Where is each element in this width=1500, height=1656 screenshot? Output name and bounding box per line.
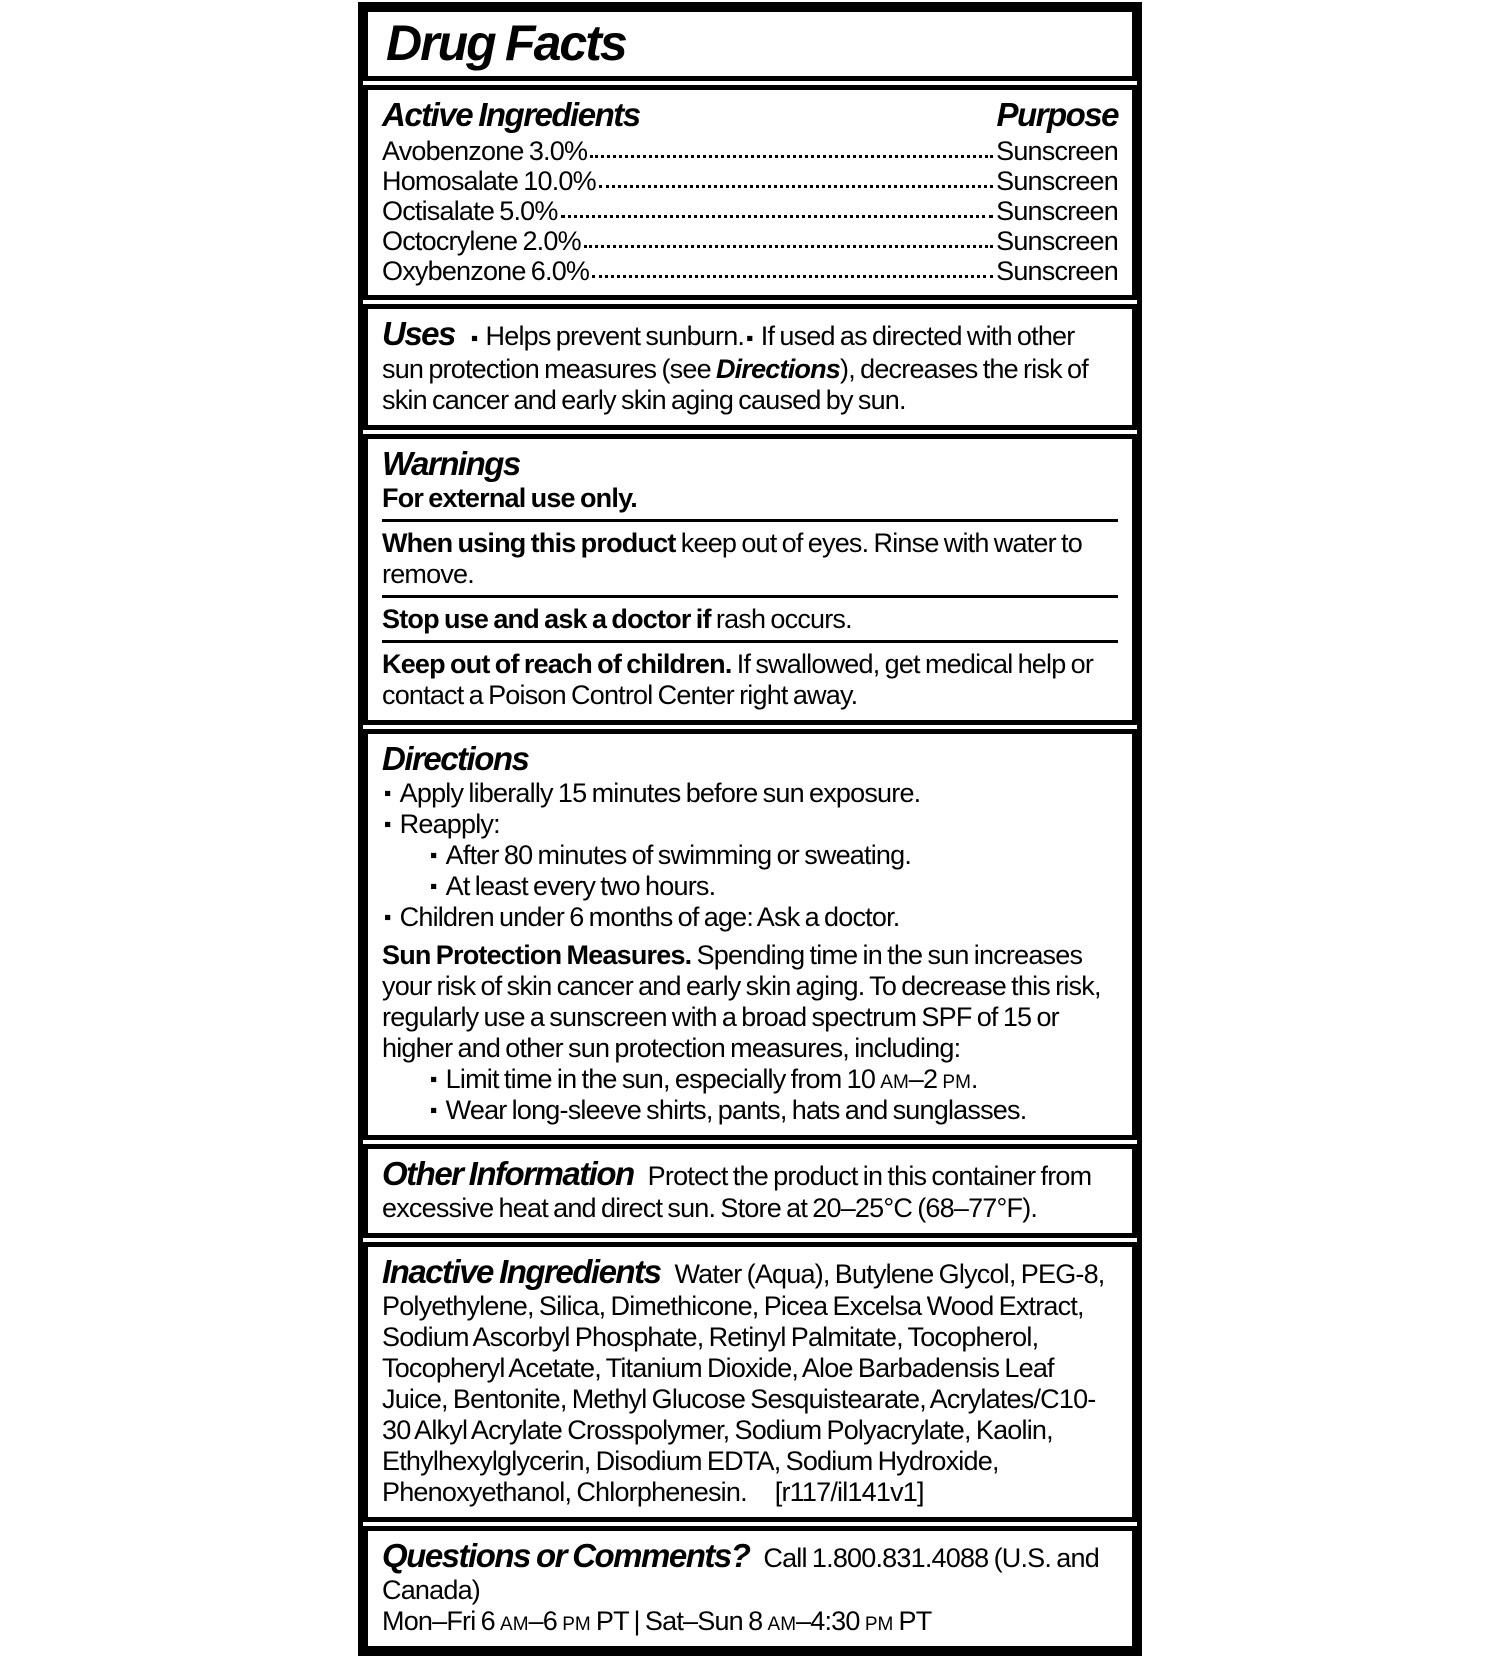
ingredient-row bbox=[382, 136, 1118, 166]
section-questions bbox=[363, 1526, 1137, 1651]
hours-part: Mon–Fri 6 bbox=[382, 1606, 501, 1636]
hours-part: –6 bbox=[528, 1606, 563, 1636]
warning-when-using-text: keep out of eyes. Rinse with water to remove. bbox=[382, 528, 1082, 589]
ingredient-name: Avobenzone 3.0% bbox=[382, 136, 588, 166]
drug-facts-title: Drug Facts bbox=[386, 15, 626, 71]
directions-heading: Directions bbox=[382, 740, 529, 777]
bullet-icon: ▪ bbox=[384, 813, 391, 836]
questions-heading: Questions or Comments? bbox=[382, 1537, 750, 1574]
warning-keep-out bbox=[382, 649, 1118, 711]
ingredient-purpose: Sunscreen bbox=[996, 226, 1118, 256]
dotted-leader bbox=[592, 275, 993, 278]
warning-external-use bbox=[382, 483, 1118, 522]
direction-item-text: Reapply: bbox=[399, 809, 500, 839]
ingredient-row bbox=[382, 226, 1118, 256]
ingredient-name: Octocrylene 2.0% bbox=[382, 226, 581, 256]
bullet-icon: ▪ bbox=[430, 875, 437, 898]
direction-item-text: Apply liberally 15 minutes before sun exposure. bbox=[399, 778, 921, 808]
purpose-heading: Purpose bbox=[996, 96, 1118, 133]
ingredient-row bbox=[382, 196, 1118, 226]
uses-bullet2-post: ), decreases the risk of skin cancer and early skin aging caused by sun. bbox=[382, 354, 1088, 415]
ingredient-name: Octisalate 5.0% bbox=[382, 196, 558, 226]
limit-time-end: . bbox=[970, 1064, 978, 1094]
section-warnings bbox=[363, 434, 1137, 725]
dotted-leader bbox=[584, 245, 993, 248]
sun-protection-item bbox=[382, 1095, 1118, 1126]
section-other-information bbox=[363, 1144, 1137, 1238]
bullet-icon: ▪ bbox=[746, 327, 753, 350]
direction-sub-item-text: After 80 minutes of swimming or sweating. bbox=[445, 840, 912, 870]
hours-part: –4:30 bbox=[796, 1606, 865, 1636]
warning-stop-use-lead: Stop use and ask a doctor if bbox=[382, 604, 711, 634]
bullet-icon: ▪ bbox=[384, 782, 391, 805]
section-directions bbox=[363, 729, 1137, 1140]
ingredient-purpose: Sunscreen bbox=[996, 256, 1118, 286]
limit-time-pre: Limit time in the sun, especially from 10 bbox=[445, 1064, 881, 1094]
bullet-icon: ▪ bbox=[430, 1068, 437, 1091]
sun-protection-paragraph bbox=[382, 940, 1118, 1064]
ingredient-purpose: Sunscreen bbox=[996, 166, 1118, 196]
sun-protection-text: Spending time in the sun increases your risk of skin cancer and early skin aging. To decrease this risk, regularly use a sunscreen with a broad spectrum SPF of 15 or higher and other sun protection measures, including: bbox=[382, 940, 1101, 1063]
drug-facts-label bbox=[358, 2, 1142, 1656]
uses-bullet1-text: Helps prevent sunburn. bbox=[485, 321, 745, 351]
warning-when-using-lead: When using this product bbox=[382, 528, 676, 558]
direction-sub-item bbox=[382, 871, 1118, 902]
other-information-heading: Other Information bbox=[382, 1155, 634, 1192]
warning-keep-out-text: If swallowed, get medical help or contact a Poison Control Center right away. bbox=[382, 649, 1094, 710]
ingredient-row bbox=[382, 256, 1118, 286]
limit-time-mid: –2 bbox=[908, 1064, 943, 1094]
active-ingredients-header-row bbox=[382, 96, 1118, 134]
warnings-heading: Warnings bbox=[382, 445, 520, 482]
warning-stop-use-paragraph bbox=[382, 604, 1118, 635]
sun-protection-item-text: Wear long-sleeve shirts, pants, hats and sunglasses. bbox=[445, 1095, 1027, 1125]
warning-stop-use bbox=[382, 604, 1118, 643]
direction-item bbox=[382, 902, 1118, 933]
questions-paragraph bbox=[382, 1537, 1118, 1606]
warning-keep-out-paragraph bbox=[382, 649, 1118, 711]
other-information-text: Protect the product in this container from excessive heat and direct sun. Store at 20–25°C (68–77°F). bbox=[382, 1161, 1092, 1223]
ingredient-name: Homosalate 10.0% bbox=[382, 166, 596, 196]
sun-protection-item-text bbox=[446, 1064, 978, 1095]
inactive-ingredients-heading: Inactive Ingredients bbox=[382, 1253, 661, 1290]
ingredient-purpose: Sunscreen bbox=[996, 136, 1118, 166]
am-small-caps: am bbox=[767, 1606, 797, 1636]
questions-hours bbox=[382, 1606, 1118, 1637]
sun-protection-item bbox=[382, 1064, 1118, 1095]
sun-protection-lead: Sun Protection Measures. bbox=[382, 940, 692, 970]
direction-item bbox=[382, 809, 1118, 840]
dotted-leader bbox=[590, 155, 993, 158]
bullet-icon: ▪ bbox=[384, 906, 391, 929]
inactive-ingredients-text: Water (Aqua), Butylene Glycol, PEG-8, Polyethylene, Silica, Dimethicone, Picea Excelsa Wood Extract, Sodium Ascorbyl Phosphate, Retinyl Palmitate, Tocopherol, Tocopheryl Acetate, Titanium Dioxide, Aloe Barbadensis Leaf Juice, Bentonite, Methyl Glucose Sesquistearate, Acrylates/C10-30 Alkyl Acrylate Crosspolymer, Sodium Polyacrylate, Kaolin, Ethylhexylglycerin, Disodium EDTA, Sodium Hydroxide, Phenoxyethanol, Chlorphenesin. bbox=[382, 1259, 1105, 1507]
section-title bbox=[363, 7, 1137, 81]
uses-heading: Uses bbox=[382, 315, 455, 352]
dotted-leader bbox=[599, 185, 993, 188]
other-information-paragraph bbox=[382, 1155, 1118, 1224]
questions-phone: Call 1.800.831.4088 (U.S. and Canada) bbox=[382, 1543, 1099, 1605]
bullet-icon: ▪ bbox=[430, 844, 437, 867]
warning-keep-out-lead: Keep out of reach of children. bbox=[382, 649, 732, 679]
ingredient-row bbox=[382, 166, 1118, 196]
active-ingredients-heading: Active Ingredients bbox=[382, 96, 640, 133]
hours-part: PT bbox=[893, 1606, 932, 1636]
direction-item bbox=[382, 778, 1118, 809]
direction-item-text: Children under 6 months of age: Ask a doctor. bbox=[399, 902, 900, 932]
dotted-leader bbox=[561, 215, 994, 218]
section-uses bbox=[363, 304, 1137, 430]
section-active-ingredients bbox=[363, 85, 1137, 300]
pm-small-caps: pm bbox=[864, 1606, 894, 1636]
warning-external-use-text: For external use only. bbox=[382, 483, 637, 513]
inactive-ingredients-paragraph bbox=[382, 1253, 1118, 1508]
am-small-caps: am bbox=[500, 1606, 529, 1636]
pm-small-caps: pm bbox=[942, 1064, 971, 1094]
am-small-caps: am bbox=[880, 1064, 909, 1094]
pm-small-caps: pm bbox=[562, 1606, 591, 1636]
ingredient-purpose: Sunscreen bbox=[996, 196, 1118, 226]
warning-stop-use-text: rash occurs. bbox=[710, 604, 852, 634]
label-revision-code: [r117/il141v1] bbox=[774, 1477, 924, 1507]
uses-paragraph bbox=[382, 315, 1118, 416]
bullet-icon: ▪ bbox=[470, 327, 478, 350]
ingredient-name: Oxybenzone 6.0% bbox=[382, 256, 590, 286]
hours-part: PT | Sat–Sun 8 bbox=[590, 1606, 768, 1636]
bullet-icon: ▪ bbox=[430, 1099, 437, 1122]
uses-directions-ref: Directions bbox=[715, 354, 841, 384]
uses-bullet2-pre: If used as directed with other sun protection measures (see bbox=[382, 321, 1075, 384]
section-inactive-ingredients bbox=[363, 1242, 1137, 1522]
direction-sub-item-text: At least every two hours. bbox=[445, 871, 716, 901]
warning-when-using-paragraph bbox=[382, 528, 1118, 590]
warning-when-using bbox=[382, 528, 1118, 598]
direction-sub-item bbox=[382, 840, 1118, 871]
